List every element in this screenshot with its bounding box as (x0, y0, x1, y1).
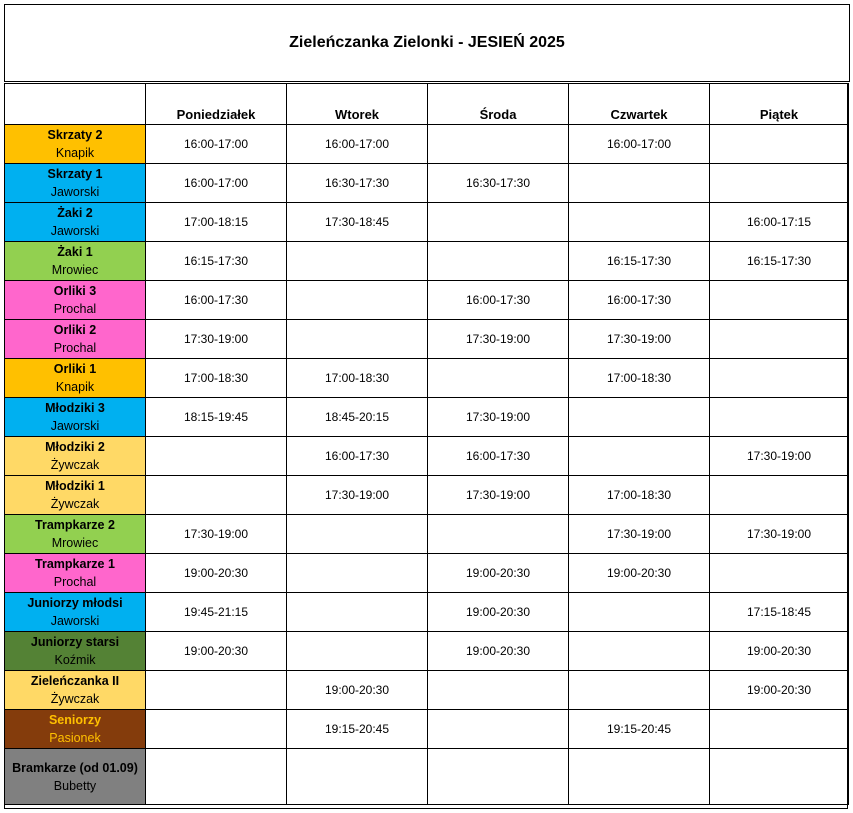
time-cell: 17:30-19:00 (710, 515, 849, 554)
time-cell: 19:00-20:30 (428, 593, 569, 632)
table-row (5, 710, 849, 749)
coach-name: Żywczak (50, 692, 100, 706)
table-row (5, 203, 849, 242)
table-row (5, 359, 849, 398)
time-cell (710, 359, 849, 398)
time-cell (428, 671, 569, 710)
time-cell: 16:00-17:15 (710, 203, 849, 242)
time-cell: 16:00-17:30 (146, 281, 287, 320)
coach-name: Jaworski (50, 419, 100, 433)
time-cell: 17:00-18:15 (146, 203, 287, 242)
coach-name: Mrowiec (51, 536, 99, 550)
time-cell (710, 164, 849, 203)
group-cell (5, 398, 146, 437)
group-cell (5, 281, 146, 320)
coach-name: Mrowiec (51, 263, 99, 277)
table-row (5, 671, 849, 710)
group-cell (5, 437, 146, 476)
time-cell: 16:00-17:30 (428, 281, 569, 320)
schedule-sheet (4, 4, 850, 810)
time-cell (428, 515, 569, 554)
time-cell (569, 437, 710, 476)
table-row (5, 437, 849, 476)
group-name: Bramkarze (od 01.09) (12, 760, 138, 775)
time-cell: 17:30-19:00 (569, 515, 710, 554)
table-row (5, 515, 849, 554)
coach-name: Knapik (55, 380, 95, 394)
group-name: Orliki 1 (53, 362, 97, 376)
time-cell: 17:00-18:30 (569, 476, 710, 515)
group-cell (5, 203, 146, 242)
group-name: Skrzaty 1 (47, 167, 103, 181)
time-cell (710, 476, 849, 515)
time-cell (146, 476, 287, 515)
time-cell: 17:15-18:45 (710, 593, 849, 632)
time-cell (569, 398, 710, 437)
table-row (5, 164, 849, 203)
time-cell (287, 593, 428, 632)
coach-name: Jaworski (50, 185, 100, 199)
group-cell (5, 476, 146, 515)
table-row (5, 281, 849, 320)
time-cell (428, 125, 569, 164)
group-cell (5, 710, 146, 749)
time-cell: 19:00-20:30 (428, 632, 569, 671)
day-header: Poniedziałek (146, 84, 287, 125)
time-cell: 16:00-17:30 (428, 437, 569, 476)
time-cell (710, 749, 849, 805)
time-cell: 16:00-17:00 (146, 125, 287, 164)
table-row (5, 320, 849, 359)
group-name: Trampkarze 2 (35, 518, 115, 532)
time-cell: 19:45-21:15 (146, 593, 287, 632)
coach-name: Prochal (53, 302, 97, 316)
time-cell: 19:15-20:45 (569, 710, 710, 749)
time-cell (710, 320, 849, 359)
group-cell (5, 671, 146, 710)
time-cell: 17:30-19:00 (428, 320, 569, 359)
coach-name: Żywczak (50, 497, 100, 511)
time-cell (428, 203, 569, 242)
table-row (5, 242, 849, 281)
time-cell (569, 749, 710, 805)
schedule-title: Zieleńczanka Zielonki - JESIEŃ 2025 (4, 4, 850, 82)
time-cell (569, 671, 710, 710)
group-name: Zieleńczanka II (30, 674, 120, 688)
time-cell: 17:30-19:00 (710, 437, 849, 476)
group-name: Seniorzy (48, 713, 102, 727)
group-name: Trampkarze 1 (35, 557, 115, 571)
table-row (5, 632, 849, 671)
time-cell: 19:00-20:30 (710, 671, 849, 710)
time-cell (428, 749, 569, 805)
table-row (5, 476, 849, 515)
time-cell (287, 749, 428, 805)
group-name: Orliki 2 (53, 323, 97, 337)
coach-name: Pasionek (49, 731, 101, 745)
time-cell: 16:30-17:30 (428, 164, 569, 203)
coach-name: Bubetty (53, 778, 97, 793)
time-cell: 19:00-20:30 (287, 671, 428, 710)
time-cell (710, 554, 849, 593)
day-header: Środa (428, 84, 569, 125)
day-header: Piątek (710, 84, 849, 125)
coach-name: Żywczak (50, 458, 100, 472)
group-name: Orliki 3 (53, 284, 97, 298)
time-cell: 17:00-18:30 (569, 359, 710, 398)
time-cell: 17:30-18:45 (287, 203, 428, 242)
time-cell (287, 554, 428, 593)
time-cell: 17:30-19:00 (146, 515, 287, 554)
time-cell (569, 203, 710, 242)
time-cell: 16:15-17:30 (146, 242, 287, 281)
group-cell (5, 320, 146, 359)
time-cell (428, 710, 569, 749)
time-cell (146, 671, 287, 710)
time-cell (710, 710, 849, 749)
group-name: Żaki 2 (57, 206, 93, 220)
time-cell (710, 281, 849, 320)
table-row (5, 749, 849, 805)
time-cell: 17:00-18:30 (146, 359, 287, 398)
time-cell (569, 632, 710, 671)
coach-name: Prochal (53, 575, 97, 589)
time-cell: 16:30-17:30 (287, 164, 428, 203)
group-cell (5, 515, 146, 554)
time-cell: 16:15-17:30 (569, 242, 710, 281)
header-corner-cell (5, 84, 146, 125)
schedule-table (4, 83, 849, 805)
group-cell (5, 554, 146, 593)
group-name: Skrzaty 2 (47, 128, 103, 142)
table-row (5, 593, 849, 632)
time-cell (287, 281, 428, 320)
time-cell: 17:30-19:00 (287, 476, 428, 515)
table-row (5, 554, 849, 593)
coach-name: Knapik (55, 146, 95, 160)
time-cell: 16:00-17:00 (287, 125, 428, 164)
time-cell: 19:00-20:30 (146, 554, 287, 593)
group-name: Żaki 1 (57, 245, 93, 259)
time-cell: 16:00-17:30 (569, 281, 710, 320)
time-cell (569, 164, 710, 203)
group-cell (5, 164, 146, 203)
coach-name: Jaworski (50, 614, 100, 628)
time-cell: 17:30-19:00 (569, 320, 710, 359)
day-header: Czwartek (569, 84, 710, 125)
group-name: Juniorzy młodsi (27, 596, 123, 610)
time-cell: 19:00-20:30 (569, 554, 710, 593)
coach-name: Prochal (53, 341, 97, 355)
time-cell: 17:30-19:00 (428, 398, 569, 437)
group-name: Młodziki 1 (45, 479, 105, 493)
time-cell (287, 242, 428, 281)
time-cell (569, 593, 710, 632)
time-cell (146, 437, 287, 476)
time-cell: 18:15-19:45 (146, 398, 287, 437)
coach-name: Koźmik (54, 653, 96, 667)
time-cell: 19:00-20:30 (146, 632, 287, 671)
time-cell: 16:00-17:00 (569, 125, 710, 164)
header-row (5, 84, 849, 125)
time-cell (710, 125, 849, 164)
time-cell (428, 359, 569, 398)
group-cell (5, 632, 146, 671)
time-cell: 16:15-17:30 (710, 242, 849, 281)
time-cell: 17:30-19:00 (146, 320, 287, 359)
time-cell: 19:15-20:45 (287, 710, 428, 749)
table-row (5, 398, 849, 437)
coach-name: Jaworski (50, 224, 100, 238)
time-cell (146, 749, 287, 805)
time-cell: 16:00-17:00 (146, 164, 287, 203)
time-cell: 19:00-20:30 (710, 632, 849, 671)
time-cell (287, 515, 428, 554)
time-cell (710, 398, 849, 437)
time-cell (287, 320, 428, 359)
day-header: Wtorek (287, 84, 428, 125)
time-cell (287, 632, 428, 671)
group-cell (5, 749, 146, 805)
group-name: Juniorzy starsi (30, 635, 120, 649)
group-cell (5, 242, 146, 281)
group-cell (5, 359, 146, 398)
time-cell: 17:00-18:30 (287, 359, 428, 398)
time-cell: 16:00-17:30 (287, 437, 428, 476)
group-cell (5, 125, 146, 164)
group-name: Młodziki 2 (45, 440, 105, 454)
time-cell (428, 242, 569, 281)
group-cell (5, 593, 146, 632)
table-row (5, 125, 849, 164)
time-cell: 19:00-20:30 (428, 554, 569, 593)
time-cell: 18:45-20:15 (287, 398, 428, 437)
group-name: Młodziki 3 (45, 401, 105, 415)
time-cell (146, 710, 287, 749)
time-cell: 17:30-19:00 (428, 476, 569, 515)
